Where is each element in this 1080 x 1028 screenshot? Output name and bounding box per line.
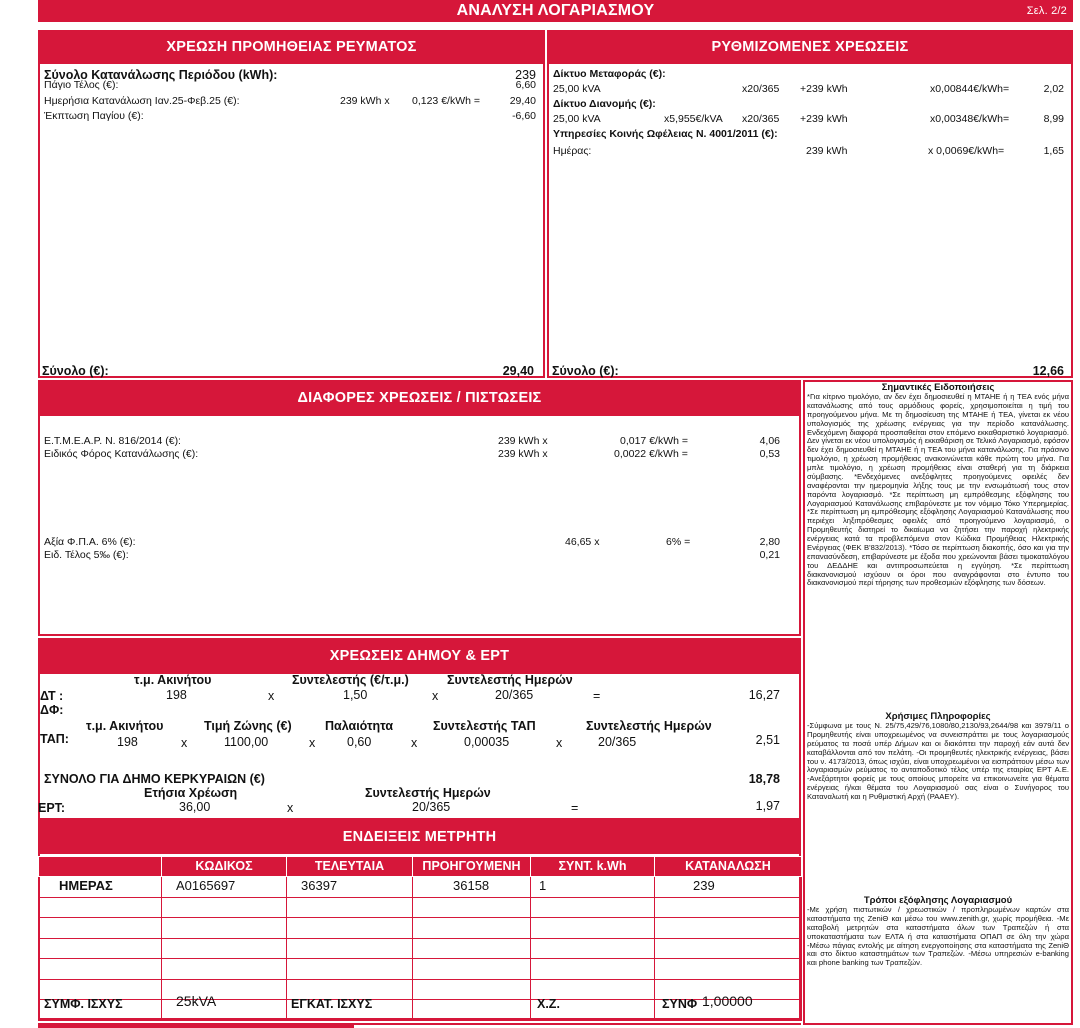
vat-label: Αξία Φ.Π.Α. 6% (€): — [44, 536, 136, 548]
meter-col-header: ΚΩΔΙΚΟΣ — [162, 857, 287, 877]
table-row — [39, 938, 802, 959]
public-service-kwh: 239 kWh — [806, 145, 848, 157]
important-title: Σημαντικές Ειδοποιήσεις — [881, 382, 995, 393]
discount-value: -6,60 — [512, 110, 536, 122]
municipal-header — [38, 638, 801, 674]
meter-col-header: ΣΥΝΤ. k.Wh — [531, 857, 655, 877]
etmear-kwh: 239 kWh x — [498, 435, 548, 447]
important-text: *Για κίτρινο τιμολόγιο, αν δεν έχει δημοσιευθεί η ΜΤΑΗΕ ή η ΤΕΑ ενός μήνα κατανάλωσης από τους αρμόδιους φορείς, χρησιμοποιείται η τιμή του προηγούμενου μήνα. Με τη δημοσίευση της ΜΤΑΗΕ ή ΤΕΑ, γίνεται εκ νέου υπολογισμός της χρέωσης ενέργειας για την περίοδο κατανάλωσης. Ενδεχόμενη διαφορά προσπαθείται στον επόμενο εκκαθαριστικό λογαριασμό. Δεν γίνεται εκ νέου υπολογισμός ή εκκαθάριση σε Τελικό Λογαριασμό, εφόσον δεν έχει δημοσιευθεί η ΜΤΑΗΕ ή η ΤΕΑ του μήνα κατανάλωσης. Για πράσινο τιμολόγιο, η χρέωση προμήθειας ανακοινώνεται κάθε πρώτη του μήνα. Για μπλε τιμολόγιο, η χρέωση προμήθειας είναι σταθερή για τη διάρκεια σύμβασης. *Ενδεχόμενες ανεξόφλητες προηγούμενες οφειλές δεν αναφέρονται την ημερομηνία λήξης τους με την ενσωμάτωσή τους στον παρόντα λογαριασμό. *Σε περίπτωση μη εμπρόθεσμης εξόφλησης του Λογαριασμού Κατανάλωσης επιβαρύνεστε με τον νόμιμο Τόκο Υπερημερίας. *Σε περίπτωση μη εμπρόθεσμης εξόφλησης Λογαριασμού Κατανάλωσης που περιέχει ληξιπρόθεσμες οφειλές από προηγούμενο λογαριασμό, ο Προμηθευτής διατηρεί το δικαίωμα να ζητήσει την παροχή ηλεκτρικής ενέργειας κατά τα προβλεπόμενα στον Κώδικα Προμήθειας Ηλεκτρικής Ενέργειας (ΦΕΚ Β'832/2013). *Τόσο σε περίπτωση διακοπής, όσο και για την επανασύνδεση, επιβαρύνεστε με έξοδα που χρεώνονται βάσει τιμοκαταλόγου του ΔΕΔΔΗΕ και αντιπροσωπεύεται η εγγύηση. *Σε περίπτωση διακανονισμού ισχύουν οι όροι που αναγράφονται στο έντυπο του διακανονισμού περί τήρησης των προθεσμιών εξόφλησης των δόσεων. — [807, 392, 1069, 588]
dt-area: 198 — [166, 688, 187, 702]
tap-x3: x — [411, 736, 418, 750]
tap-days: 20/365 — [598, 735, 637, 749]
supply-header — [38, 30, 545, 64]
regulated-header — [547, 30, 1073, 64]
meter-col-header: ΠΡΟΗΓΟΥΜΕΝΗ — [413, 857, 531, 877]
meter-cell: 36397 — [287, 877, 413, 898]
meter-cell: A0165697 — [162, 877, 287, 898]
dt-eq: = — [593, 689, 601, 703]
page-title: ΑΝΑΛΥΣΗ ΛΟΓΑΡΙΑΣΜΟΥ — [456, 1, 655, 19]
misc-title: ΔΙΑΦΟΡΕΣ ΧΡΕΩΣΕΙΣ / ΠΙΣΤΩΣΕΙΣ — [297, 389, 542, 406]
distribution-rate-kwh: x0,00348€/kWh= — [930, 113, 1010, 125]
distribution-kva: 25,00 kVA — [553, 113, 601, 125]
vat-percent: 6% = — [666, 536, 691, 548]
tap-area: 198 — [117, 735, 138, 749]
transmission-kwh: +239 kWh — [800, 83, 848, 95]
distribution-label: Δίκτυο Διανομής (€): — [553, 98, 656, 110]
tap-value: 2,51 — [755, 733, 780, 747]
regulated-total-value: 12,66 — [1032, 364, 1064, 378]
tap-area-header: τ.μ. Ακινήτου — [86, 719, 164, 733]
useful-text: -Σύμφωνα με τους Ν. 25/75,429/76,1080/80,2130/93,2644/98 και 3979/11 ο Προμηθευτής είναι υποχρεωμένος να συνεισπράττει με τους λογαριασμούς ρεύματος τα ποσά υπέρ Δήμων και οι διακόπτει την παροχή εάν αυτά δεν καταβάλλονται από τον πελάτη. -Οι προμηθευτές ηλεκτρικής ενέργειας, βάσει του ν. 4173/2013, όπως ισχύει, είναι υποχρεωμένοι να εισπράττουν μέσω των λογαριασμών ρεύματος το ανταποδοτικό τέλος υπέρ της εταιρίας ΕΡΤ Α.Ε. -Ανεξάρτητοι φορείς με τους οποίους μπορείτε να επικοινωνείτε για θέματα ενέργειας ή/και θέματα του Λογαριασμού σας είναι ο Συνήγορος του Καταναλωτή και η Ρυθμιστική Αρχή (ΡΑΑΕΥ). — [807, 721, 1069, 802]
municipal-total-label: ΣΥΝΟΛΟ ΓΙΑ ΔΗΜΟ ΚΕΡΚΥΡΑΙΩΝ (€) — [44, 772, 265, 786]
contract-power-label: ΣΥΜΦ. ΙΣΧΥΣ — [44, 997, 123, 1011]
meter-cell: 1 — [531, 877, 655, 898]
dt-days-header: Συντελεστής Ημερών — [447, 673, 573, 687]
day-consumption-kwh: 239 kWh x — [340, 95, 390, 107]
misc-header — [38, 380, 801, 416]
distribution-rate-kva: x5,955€/kVA — [664, 113, 723, 125]
important-notices — [807, 382, 1069, 652]
transmission-value: 2,02 — [1043, 83, 1064, 95]
meter-header — [38, 820, 801, 854]
day-consumption-value: 29,40 — [509, 95, 536, 107]
regulated-title: ΡΥΘΜΙΖΟΜΕΝΕΣ ΧΡΕΩΣΕΙΣ — [711, 38, 909, 55]
payment-title: Τρόποι εξόφλησης Λογαριασμού — [863, 895, 1013, 906]
power-factor-label: ΣΥΝΦ — [662, 997, 698, 1011]
ert-days: 20/365 — [412, 800, 451, 814]
stamp-tax-value: 0,21 — [759, 549, 780, 561]
fixed-fee-value: 6,60 — [515, 79, 536, 91]
transmission-label: Δίκτυο Μεταφοράς (€): — [553, 68, 666, 80]
meter-cell: 239 — [655, 877, 802, 898]
distribution-kwh: +239 kWh — [800, 113, 848, 125]
public-service-day-label: Ημέρας: — [553, 145, 592, 157]
dt-x2: x — [432, 689, 439, 703]
excise-value: 0,53 — [759, 448, 780, 460]
page-header — [38, 0, 1073, 22]
dt-label: ΔΤ : — [40, 689, 64, 703]
consumption-label: Σύνολο Κατανάλωσης Περιόδου (kWh): — [44, 68, 278, 82]
etmear-value: 4,06 — [759, 435, 780, 447]
supply-title: ΧΡΕΩΣΗ ΠΡΟΜΗΘΕΙΑΣ ΡΕΥΜΑΤΟΣ — [166, 38, 417, 55]
supply-total-value: 29,40 — [502, 364, 534, 378]
public-service-rate: x 0,0069€/kWh= — [928, 145, 1005, 157]
ert-days-header: Συντελεστής Ημερών — [365, 786, 491, 800]
tap-zone: 1100,00 — [224, 735, 269, 749]
fixed-fee-label: Πάγιο Τέλος (€): — [44, 79, 119, 91]
meter-col-header: ΚΑΤΑΝΑΛΩΣΗ — [655, 857, 802, 877]
tap-coef: 0,00035 — [464, 735, 510, 749]
meter-table — [38, 856, 802, 1021]
distribution-value: 8,99 — [1043, 113, 1064, 125]
df-label: ΔΦ: — [40, 703, 64, 717]
ert-eq: = — [571, 801, 579, 815]
consumption-value: 239 — [515, 68, 536, 82]
tap-label: ΤΑΠ: — [40, 732, 69, 746]
day-consumption-rate: 0,123 €/kWh = — [412, 95, 480, 107]
tap-age: 0,60 — [347, 735, 372, 749]
power-factor-value: 1,00000 — [702, 993, 753, 1009]
excise-rate: 0,0022 €/kWh = — [614, 448, 688, 460]
vat-base: 46,65 x — [565, 536, 600, 548]
transmission-days: x20/365 — [742, 83, 780, 95]
table-row — [39, 877, 802, 898]
distribution-days: x20/365 — [742, 113, 780, 125]
dt-area-header: τ.μ. Ακινήτου — [134, 673, 212, 687]
public-service-value: 1,65 — [1043, 145, 1064, 157]
stamp-tax-label: Ειδ. Τέλος 5‰ (€): — [44, 549, 129, 561]
dt-coef: 1,50 — [343, 688, 368, 702]
etmear-rate: 0,017 €/kWh = — [620, 435, 688, 447]
tap-days-header: Συντελεστής Ημερών — [586, 719, 712, 733]
tap-zone-header: Τιμή Ζώνης (€) — [204, 719, 292, 733]
excise-label: Ειδικός Φόρος Κατανάλωσης (€): — [44, 448, 199, 460]
dt-x1: x — [268, 689, 275, 703]
table-row — [39, 897, 802, 918]
regulated-total-label: Σύνολο (€): — [552, 364, 619, 378]
meter-title: ΕΝΔΕΙΞΕΙΣ ΜΕΤΡΗΤΗ — [342, 828, 497, 845]
etmear-label: Ε.Τ.Μ.Ε.Α.Ρ. Ν. 816/2014 (€): — [44, 435, 181, 447]
payment-text: -Με χρήση πιστωτικών / χρεωστικών / προπληρωμένων καρτών στα καταστήματα της ZeniΘ και μέσω του www.zenith.gr, χωρίς προμήθεια. -Με καταβολή μετρητών στα καταστήματα όλων των Τραπεζών ή στα υποκαταστήματα των ΕΛΤΑ ή στα καταστήματα ΟΠΑΠ σε όλη την χώρα -Μέσω πάγιας εντολής με αίτηση ενεργοποίησης στα καταστήματα της ZeniΘ και στο δίκτυο καταστημάτων των Τραπεζών. -Μέσω υπηρεσιών e-banking και phone banking των Τραπεζών. — [807, 905, 1069, 968]
transmission-kva: 25,00 kVA — [553, 83, 601, 95]
meter-header-row — [39, 857, 802, 877]
xz-label: Χ.Ζ. — [537, 997, 560, 1011]
ert-annual: 36,00 — [179, 800, 211, 814]
tap-x1: x — [181, 736, 188, 750]
table-row — [39, 959, 802, 980]
transmission-rate: x0,00844€/kWh= — [930, 83, 1010, 95]
useful-title: Χρήσιμες Πληροφορίες — [885, 711, 991, 722]
dt-days: 20/365 — [495, 688, 534, 702]
day-consumption-label: Ημερήσια Κατανάλωση Ιαν.25-Φεβ.25 (€): — [44, 95, 240, 107]
municipal-title: ΧΡΕΩΣΕΙΣ ΔΗΜΟΥ & ΕΡΤ — [329, 647, 510, 664]
contract-power-value: 25kVA — [176, 993, 217, 1009]
dt-value: 16,27 — [748, 688, 780, 702]
meter-col-header — [39, 857, 162, 877]
tap-x2: x — [309, 736, 316, 750]
dt-coef-header: Συντελεστής (€/τ.μ.) — [292, 673, 409, 687]
supply-total-label: Σύνολο (€): — [42, 364, 109, 378]
payment-methods — [807, 895, 1069, 1021]
ert-label: ΕΡΤ: — [38, 801, 66, 815]
ert-annual-header: Ετήσια Χρέωση — [144, 786, 238, 800]
municipal-total-value: 18,78 — [748, 772, 780, 786]
ert-x: x — [287, 801, 294, 815]
meter-col-header: ΤΕΛΕΥΤΑΙΑ — [287, 857, 413, 877]
discount-label: Έκπτωση Παγίου (€): — [44, 110, 144, 122]
page-number: Σελ. 2/2 — [1026, 4, 1067, 17]
vat-value: 2,80 — [759, 536, 780, 548]
meter-cell: 36158 — [413, 877, 531, 898]
excise-kwh: 239 kWh x — [498, 448, 548, 460]
installed-power-label: ΕΓΚΑΤ. ΙΣΧΥΣ — [291, 997, 373, 1011]
meter-cell: ΗΜΕΡΑΣ — [39, 877, 162, 898]
bottom-bar-outline — [354, 1023, 801, 1028]
public-service-label: Υπηρεσίες Κοινής Ωφέλειας Ν. 4001/2011 (€): — [553, 128, 778, 140]
bottom-bar — [38, 1023, 354, 1028]
misc-box — [38, 380, 801, 636]
table-row — [39, 918, 802, 939]
tap-age-header: Παλαιότητα — [325, 719, 394, 733]
tap-x4: x — [556, 736, 563, 750]
tap-coef-header: Συντελεστής ΤΑΠ — [433, 719, 536, 733]
ert-value: 1,97 — [755, 799, 780, 813]
useful-info — [807, 711, 1069, 851]
